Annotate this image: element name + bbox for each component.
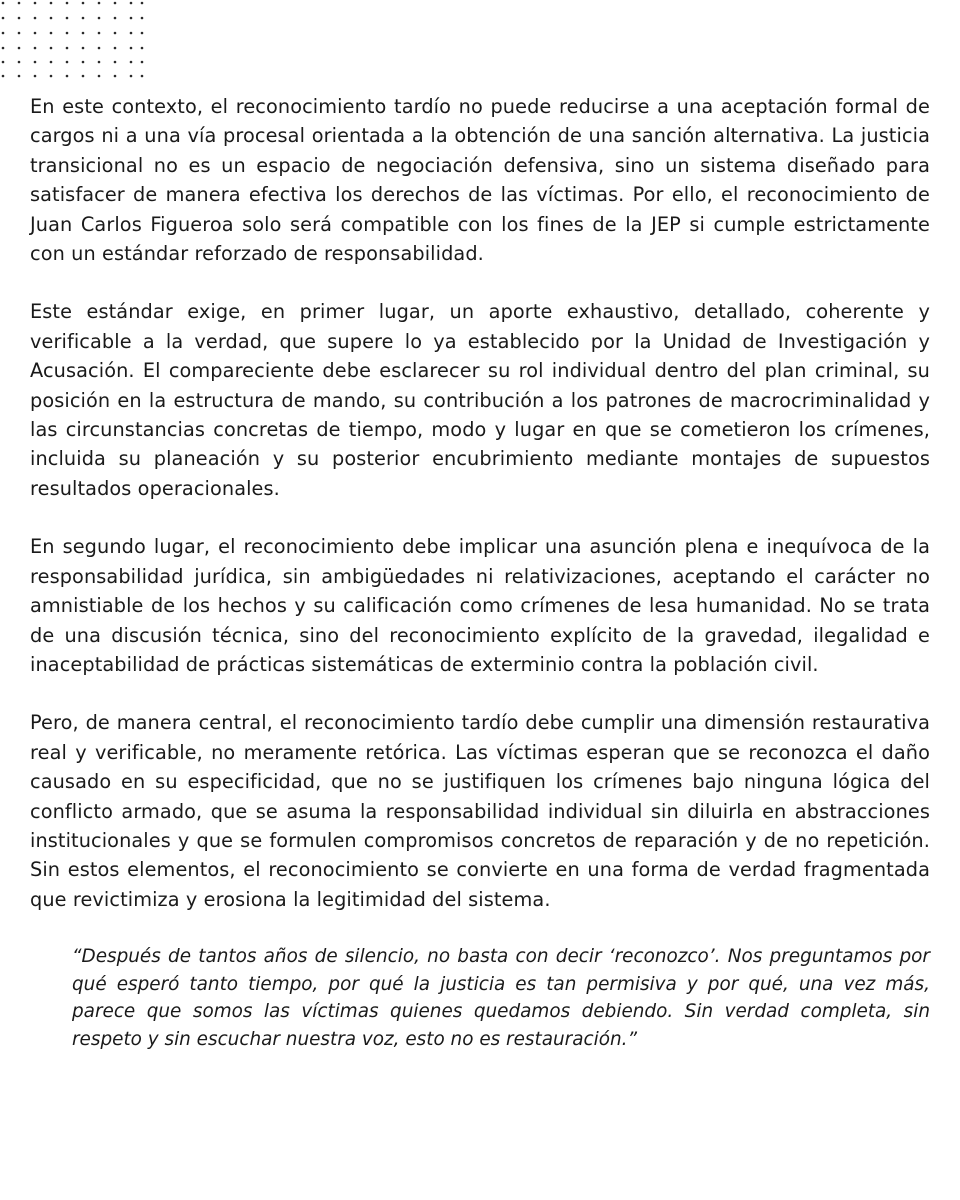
decorative-dot: [34, 47, 37, 50]
decorative-dot: [114, 17, 117, 20]
decorative-dot: [130, 17, 133, 20]
decorative-dot: [34, 32, 37, 35]
paragraph-context: En este contexto, el reconocimiento tardío no puede reducirse a una aceptación formal de cargos ni a una vía procesal orientada a la obtención de una sanción alternativa. La justicia transicional no es un espacio de negociación defensiva, sino un sistema diseñado para satisfacer de manera efectiva los derechos de las víctimas. Por ello, el reconocimiento de Juan Carlos Figueroa solo será compatible con los fines de la JEP si cumple estrictamente con un estándar reforzado de responsabilidad.: [30, 95, 930, 266]
decorative-dot: [114, 47, 117, 50]
decorative-dot: [2, 75, 5, 78]
decorative-dot: [18, 75, 21, 78]
decorative-dot-grid: [0, 0, 150, 80]
article-body: [30, 92, 930, 1053]
decorative-dot: [130, 47, 133, 50]
paragraph-truth-standard: Este estándar exige, en primer lugar, un aporte exhaustivo, detallado, coherente y verificable a la verdad, que supere lo ya establecido por la Unidad de Investigación y Acusación. El compareciente debe esclarecer su rol individual dentro del plan criminal, su posición en la estructura de mando, su contribución a los patrones de macrocriminalidad y las circunstancias concretas de tiempo, modo y lugar en que se cometieron los crímenes, incluida su planeación y su posterior encubrimiento mediante montajes de supuestos resultados operacionales.: [30, 300, 930, 500]
decorative-dot: [2, 47, 5, 50]
decorative-dot: [114, 61, 117, 64]
decorative-dot: [18, 17, 21, 20]
decorative-dot: [82, 2, 85, 5]
decorative-dot: [66, 17, 69, 20]
decorative-dot: [34, 75, 37, 78]
decorative-dot: [2, 61, 5, 64]
decorative-dot: [98, 17, 101, 20]
decorative-dot: [34, 2, 37, 5]
decorative-dot: [98, 47, 101, 50]
decorative-dot: [114, 32, 117, 35]
decorative-dot: [98, 2, 101, 5]
decorative-dot: [66, 32, 69, 35]
decorative-dot: [114, 2, 117, 5]
decorative-dot: [18, 61, 21, 64]
decorative-dot: [50, 17, 53, 20]
decorative-dot: [82, 61, 85, 64]
decorative-dot: [82, 47, 85, 50]
decorative-dot: [50, 61, 53, 64]
decorative-dot: [98, 61, 101, 64]
decorative-dot: [2, 32, 5, 35]
decorative-dot: [50, 47, 53, 50]
decorative-dot: [141, 61, 144, 64]
decorative-dot: [130, 32, 133, 35]
decorative-dot: [34, 61, 37, 64]
decorative-dot: [18, 32, 21, 35]
decorative-dot: [141, 17, 144, 20]
decorative-dot: [2, 17, 5, 20]
paragraph-restorative-dimension: Pero, de manera central, el reconocimiento tardío debe cumplir una dimensión restaurativa real y verificable, no meramente retórica. Las víctimas esperan que se reconozca el daño causado en su especificidad, que no se justifiquen los crímenes bajo ninguna lógica del conflicto armado, que se asuma la responsabilidad individual sin diluirla en abstracciones institucionales y que se formulen compromisos concretos de reparación y de no repetición. Sin estos elementos, el reconocimiento se convierte en una forma de verdad fragmentada que revictimiza y erosiona la legitimidad del sistema.: [30, 711, 930, 911]
decorative-dot: [130, 2, 133, 5]
decorative-dot: [141, 75, 144, 78]
decorative-dot: [98, 75, 101, 78]
decorative-dot: [18, 2, 21, 5]
decorative-dot: [50, 75, 53, 78]
decorative-dot: [50, 32, 53, 35]
decorative-dot: [18, 47, 21, 50]
decorative-dot: [114, 75, 117, 78]
decorative-dot: [2, 2, 5, 5]
decorative-dot: [66, 75, 69, 78]
decorative-dot: [141, 32, 144, 35]
decorative-dot: [66, 2, 69, 5]
decorative-dot: [98, 32, 101, 35]
decorative-dot: [130, 75, 133, 78]
victims-quote: “Después de tantos años de silencio, no basta con decir ‘reconozco’. Nos preguntamos por qué esperó tanto tiempo, por qué la justicia es tan permisiva y por qué, una vez más, parece que somos las víctimas quienes quedamos debiendo. Sin verdad completa, sin respeto y sin escuchar nuestra voz, esto no es restauración.”: [72, 946, 930, 1050]
decorative-dot: [141, 47, 144, 50]
decorative-dot: [34, 17, 37, 20]
decorative-dot: [50, 2, 53, 5]
decorative-dot: [66, 47, 69, 50]
decorative-dot: [82, 32, 85, 35]
paragraph-legal-responsibility: En segundo lugar, el reconocimiento debe implicar una asunción plena e inequívoca de la responsabilidad jurídica, sin ambigüedades ni relativizaciones, aceptando el carácter no amnistiable de los hechos y su calificación como crímenes de lesa humanidad. No se trata de una discusión técnica, sino del reconocimiento explícito de la gravedad, ilegalidad e inaceptabilidad de prácticas sistemáticas de exterminio contra la población civil.: [30, 535, 930, 676]
decorative-dot: [82, 17, 85, 20]
decorative-dot: [141, 2, 144, 5]
decorative-dot: [130, 61, 133, 64]
decorative-dot: [66, 61, 69, 64]
decorative-dot: [82, 75, 85, 78]
